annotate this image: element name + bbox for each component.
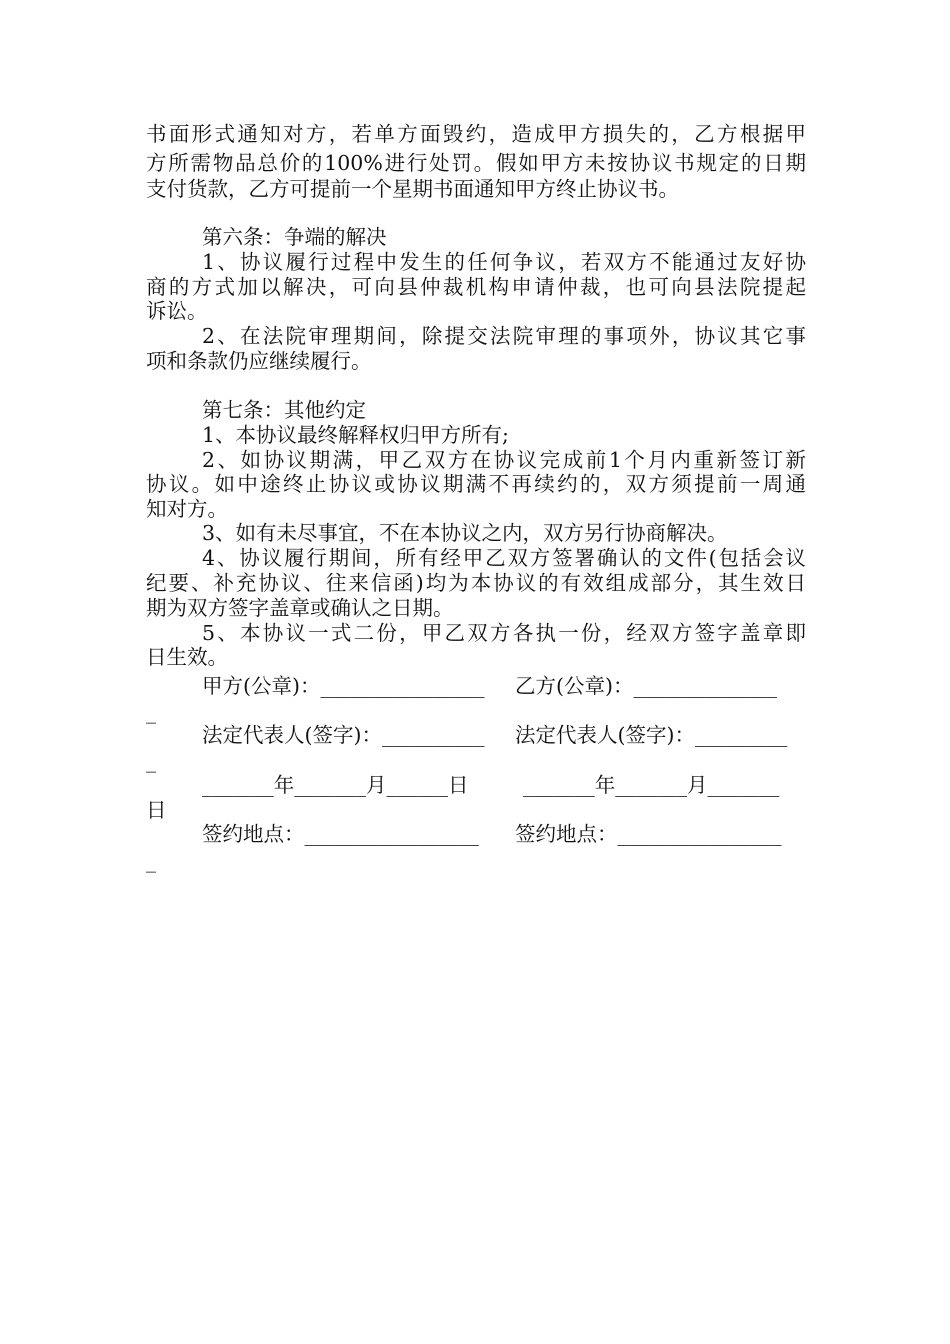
paragraph-line: 2、如协议期满，甲乙双方在协议完成前1个月内重新签订新 [202, 448, 806, 472]
paragraph-line: 日生效。 [146, 645, 228, 669]
paragraph-line: 诉讼。 [146, 299, 208, 323]
party-b-seal-field: 乙方(公章)：______________ [515, 674, 777, 698]
paragraph-line: 支付货款，乙方可提前一个星期书面通知甲方终止协议书。 [146, 177, 679, 201]
party-b-rep-field: 法定代表人(签字)：_________ [515, 723, 788, 747]
paragraph-line: 4、协议履行期间，所有经甲乙双方签署确认的文件(包括会议 [202, 546, 806, 570]
paragraph-line: 2、在法院审理期间，除提交法院审理的事项外，协议其它事 [202, 324, 806, 348]
party-b-date-field: _______年_______月_______ [523, 773, 780, 797]
paragraph-line: 1、本协议最终解释权归甲方所有; [202, 423, 509, 447]
paragraph-line: 协议。如中途终止协议或协议期满不再续约的，双方须提前一周通 [146, 472, 806, 496]
paragraph-line: 知对方。 [146, 497, 228, 521]
paragraph-line: 纪要、补充协议、往来信函)均为本协议的有效组成部分，其生效日 [146, 571, 806, 595]
date-line-wrap: 日 [146, 798, 167, 822]
party-b-place-field: 签约地点：________________ [515, 822, 782, 846]
article-7-title: 第七条：其他约定 [202, 398, 366, 422]
place-line-wrap: _ [146, 849, 156, 873]
party-a-date-field: _______年_______月______日 [202, 773, 469, 797]
rep-line-wrap: _ [146, 749, 156, 773]
party-a-seal-field: 甲方(公章)：________________ [202, 674, 485, 698]
paragraph-line: 商的方式加以解决，可向县仲裁机构申请仲裁，也可向县法院提起 [146, 275, 806, 299]
paragraph-line: 3、如有未尽事宜，不在本协议之内，双方另行协商解决。 [202, 521, 728, 545]
paragraph-line: 5、本协议一式二份，甲乙双方各执一份，经双方签字盖章即 [202, 621, 806, 645]
seal-line-wrap: _ [146, 700, 156, 724]
paragraph-line: 项和条款仍应继续履行。 [146, 349, 372, 373]
paragraph-line: 期为双方签字盖章或确认之日期。 [146, 596, 454, 620]
party-a-rep-field: 法定代表人(签字)：__________ [202, 723, 485, 747]
party-a-place-field: 签约地点：_________________ [202, 822, 479, 846]
paragraph-line: 方所需物品总价的100%进行处罚。假如甲方未按协议书规定的日期 [146, 151, 806, 175]
paragraph-line: 1、协议履行过程中发生的任何争议，若双方不能通过友好协 [202, 250, 806, 274]
paragraph-line: 书面形式通知对方，若单方面毁约，造成甲方损失的，乙方根据甲 [146, 122, 806, 146]
article-6-title: 第六条：争端的解决 [202, 225, 387, 249]
